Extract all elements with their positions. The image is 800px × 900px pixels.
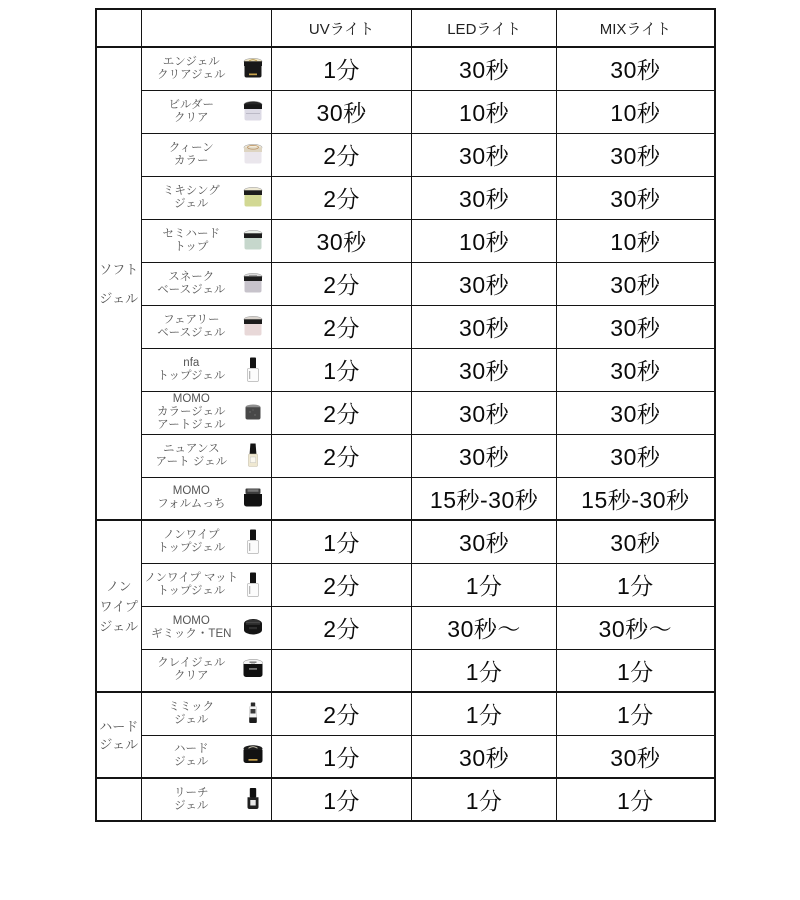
led-time: 30秒 [412,391,557,434]
curing-time-table [95,8,716,822]
table-row [96,262,715,305]
header-blank-product [141,9,272,47]
table-row [96,778,715,821]
product-name: MOMO フォルムっち [157,485,226,511]
mix-time: 1分 [557,563,715,606]
product-cell [141,735,272,778]
product-name: ノンワイプ マット トップジェル [144,571,239,597]
queen-jar-icon [238,140,268,170]
product-cell [141,219,272,262]
led-time: 1分 [412,692,557,735]
table-row [96,563,715,606]
header-uv-light: UVライト [272,9,412,47]
product-cell [141,262,272,305]
semihard-jar-icon [238,226,268,256]
table-row [96,90,715,133]
uv-time: 1分 [272,348,412,391]
led-time: 1分 [412,563,557,606]
mix-time: 30秒 [557,262,715,305]
led-time: 10秒 [412,219,557,262]
uv-time: 2分 [272,176,412,219]
led-time: 30秒～ [412,606,557,649]
table-row [96,649,715,692]
uv-time: 30秒 [272,90,412,133]
led-time: 30秒 [412,47,557,90]
led-time: 15秒-30秒 [412,477,557,520]
table-row [96,47,715,90]
led-time: 30秒 [412,133,557,176]
uv-time [272,649,412,692]
mix-time: 30秒 [557,434,715,477]
mix-time: 30秒 [557,305,715,348]
product-name: ニュアンス アート ジェル [155,442,228,468]
uv-time: 2分 [272,391,412,434]
led-time: 30秒 [412,735,557,778]
header-row [96,9,715,47]
uv-time: 2分 [272,606,412,649]
table-row [96,477,715,520]
mix-time: 30秒 [557,47,715,90]
product-name: ハード ジェル [174,743,209,769]
table-row [96,692,715,735]
mix-time: 10秒 [557,219,715,262]
uv-time: 2分 [272,133,412,176]
group-label: ソフト ジェル [96,47,141,520]
header-blank-group [96,9,141,47]
product-name: ミミック ジェル [168,700,215,726]
mix-time: 30秒 [557,735,715,778]
uv-time: 2分 [272,692,412,735]
mix-time: 30秒 [557,391,715,434]
snake-jar-icon [238,269,268,299]
product-cell [141,391,272,434]
nuance-bottle-icon [238,441,268,471]
product-name: nfa トップジェル [157,356,226,382]
polish-bottle-icon [238,570,268,600]
product-name: ビルダー クリア [168,98,215,124]
mix-time: 1分 [557,649,715,692]
clay-jar-icon [238,655,268,685]
reach-bottle-icon [238,785,268,815]
product-cell [141,563,272,606]
product-cell [141,520,272,563]
uv-time: 1分 [272,47,412,90]
group-label: ノン ワイプ ジェル [96,520,141,692]
table-row [96,735,715,778]
mix-time: 10秒 [557,90,715,133]
tube-white-icon [238,699,268,729]
product-cell [141,90,272,133]
table-row [96,606,715,649]
hard-jar-icon [238,741,268,771]
table-row [96,391,715,434]
mix-time: 30秒～ [557,606,715,649]
mix-time: 30秒 [557,176,715,219]
uv-time: 1分 [272,520,412,563]
uv-time: 2分 [272,305,412,348]
led-time: 10秒 [412,90,557,133]
product-name: リーチ ジェル [174,786,209,812]
product-cell [141,434,272,477]
momo-color-jar-icon [238,398,268,428]
table-row [96,133,715,176]
uv-time: 1分 [272,735,412,778]
led-time: 30秒 [412,434,557,477]
table-row [96,348,715,391]
table-row [96,305,715,348]
polish-bottle-icon [238,527,268,557]
product-name: クィーン カラー [168,141,214,167]
product-cell [141,348,272,391]
mix-time: 1分 [557,692,715,735]
led-time: 1分 [412,649,557,692]
mix-time: 1分 [557,778,715,821]
header-mix-light: MIXライト [557,9,715,47]
group-label: ハード ジェル [96,692,141,778]
product-name: スネーク ベースジェル [157,270,226,296]
gel-curing-table [95,8,716,822]
led-time: 30秒 [412,305,557,348]
table-row [96,176,715,219]
product-name: ミキシング ジェル [162,184,220,210]
product-cell [141,778,272,821]
uv-time: 30秒 [272,219,412,262]
product-cell [141,305,272,348]
mix-time: 30秒 [557,348,715,391]
led-time: 30秒 [412,520,557,563]
table-row [96,434,715,477]
uv-time: 2分 [272,262,412,305]
product-cell [141,606,272,649]
mix-time: 30秒 [557,133,715,176]
mix-time: 15秒-30秒 [557,477,715,520]
uv-time: 1分 [272,778,412,821]
mix-time: 30秒 [557,520,715,563]
product-name: エンジェル クリアジェル [157,55,226,81]
led-time: 30秒 [412,348,557,391]
product-name: MOMO カラージェル アートジェル [157,393,226,431]
table-row [96,219,715,262]
led-time: 1分 [412,778,557,821]
product-cell [141,649,272,692]
formutchi-jar-icon [238,483,268,513]
product-name: MOMO ギミック・TEN [151,614,232,640]
uv-time: 2分 [272,563,412,606]
product-cell [141,176,272,219]
header-led-light: LEDライト [412,9,557,47]
product-name: フェアリー ベースジェル [157,313,226,339]
led-time: 30秒 [412,262,557,305]
fairy-jar-icon [238,312,268,342]
builder-jar-icon [238,97,268,127]
table-row [96,520,715,563]
led-time: 30秒 [412,176,557,219]
product-cell [141,47,272,90]
polish-bottle-icon [238,355,268,385]
tin-black-icon [238,613,268,643]
product-name: クレイジェル クリア [157,657,226,683]
uv-time [272,477,412,520]
group-label [96,778,141,821]
product-cell [141,477,272,520]
uv-time: 2分 [272,434,412,477]
angel-clear-jar-icon [238,54,268,84]
mixing-jar-icon [238,183,268,213]
product-name: ノンワイプ トップジェル [157,528,226,554]
product-cell [141,692,272,735]
product-name: セミハード トップ [162,227,221,253]
product-cell [141,133,272,176]
